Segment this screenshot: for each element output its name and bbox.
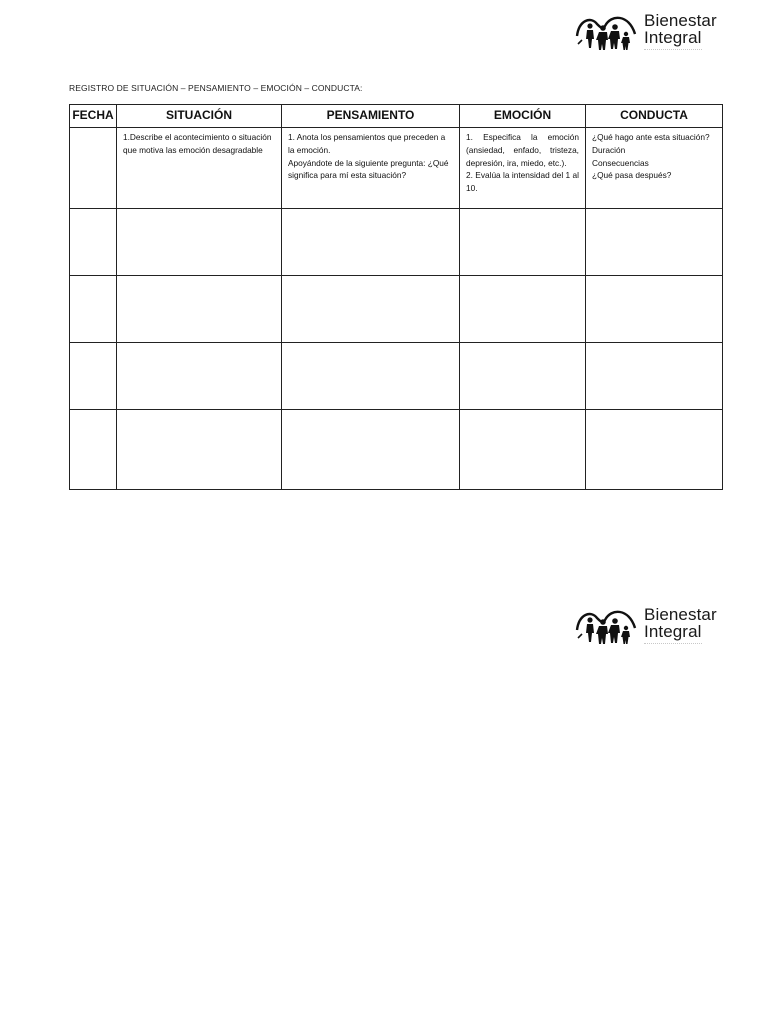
entry-row-2 xyxy=(70,276,723,343)
emocion-instruction-1: 1. Especifica la emoción (ansiedad, enfado, tristeza, depresión, ira, miedo, etc.). xyxy=(466,132,579,168)
brand-logo-bottom xyxy=(575,606,717,646)
instruction-row xyxy=(70,128,723,209)
family-arch-icon xyxy=(575,606,639,644)
header-conducta: CONDUCTA xyxy=(586,105,723,128)
entry-row-3 xyxy=(70,343,723,410)
entry-cell-conducta[interactable] xyxy=(586,276,723,343)
logo-word-integral: Integral xyxy=(644,622,702,641)
entry-cell-conducta[interactable] xyxy=(586,410,723,490)
brand-logo-top xyxy=(575,12,717,52)
header-fecha: FECHA xyxy=(70,105,117,128)
pensamiento-instruction-1: 1. Anota los pensamientos que preceden a la emoción. xyxy=(288,132,446,155)
conducta-instruction-4: ¿Qué pasa después? xyxy=(592,170,672,181)
logo-word-bienestar: Bienestar xyxy=(644,605,717,624)
header-emocion: EMOCIÓN xyxy=(460,105,586,128)
cell-pensamiento-instruction[interactable] xyxy=(282,128,460,209)
logo-word-integral: Integral xyxy=(644,28,702,47)
entry-cell-fecha[interactable] xyxy=(70,276,117,343)
entry-cell-emocion[interactable] xyxy=(460,343,586,410)
family-arch-icon xyxy=(575,12,639,50)
entry-row-1 xyxy=(70,209,723,276)
entry-cell-conducta[interactable] xyxy=(586,209,723,276)
entry-cell-pensamiento[interactable] xyxy=(282,209,460,276)
entry-cell-emocion[interactable] xyxy=(460,276,586,343)
situacion-instruction-text: 1.Describe el acontecimiento o situación que motiva las emoción desagradable xyxy=(123,132,272,155)
entry-cell-situacion[interactable] xyxy=(117,209,282,276)
logo-tagline-line xyxy=(644,49,702,52)
logo-tagline-line xyxy=(644,643,702,646)
entry-cell-pensamiento[interactable] xyxy=(282,276,460,343)
conducta-instruction-2: Duración xyxy=(592,144,626,155)
entry-row-4 xyxy=(70,410,723,490)
entry-cell-situacion[interactable] xyxy=(117,410,282,490)
entry-cell-fecha[interactable] xyxy=(70,209,117,276)
entry-cell-emocion[interactable] xyxy=(460,209,586,276)
entry-cell-conducta[interactable] xyxy=(586,343,723,410)
document-title: REGISTRO DE SITUACIÓN – PENSAMIENTO – EMOCIÓN – CONDUCTA: xyxy=(69,83,363,93)
logo-word-bienestar: Bienestar xyxy=(644,11,717,30)
conducta-instruction-3: Consecuencias xyxy=(592,157,649,168)
entry-cell-emocion[interactable] xyxy=(460,410,586,490)
register-table xyxy=(69,104,723,490)
cell-situacion-instruction[interactable] xyxy=(117,128,282,209)
pensamiento-instruction-2: Apoyándote de la siguiente pregunta: ¿Qué significa para mí esta situación? xyxy=(288,157,449,181)
header-pensamiento: PENSAMIENTO xyxy=(282,105,460,128)
header-situacion: SITUACIÓN xyxy=(117,105,282,128)
header-row xyxy=(70,105,723,128)
entry-cell-fecha[interactable] xyxy=(70,343,117,410)
emocion-instruction-2: 2. Evalúa la intensidad del 1 al 10. xyxy=(466,170,579,194)
cell-conducta-instruction[interactable] xyxy=(586,128,723,209)
entry-cell-situacion[interactable] xyxy=(117,276,282,343)
entry-cell-situacion[interactable] xyxy=(117,343,282,410)
entry-cell-pensamiento[interactable] xyxy=(282,343,460,410)
cell-emocion-instruction[interactable] xyxy=(460,128,586,209)
cell-fecha-instruction[interactable] xyxy=(70,128,117,209)
entry-cell-fecha[interactable] xyxy=(70,410,117,490)
entry-cell-pensamiento[interactable] xyxy=(282,410,460,490)
conducta-instruction-1: ¿Qué hago ante esta situación? xyxy=(592,132,710,142)
